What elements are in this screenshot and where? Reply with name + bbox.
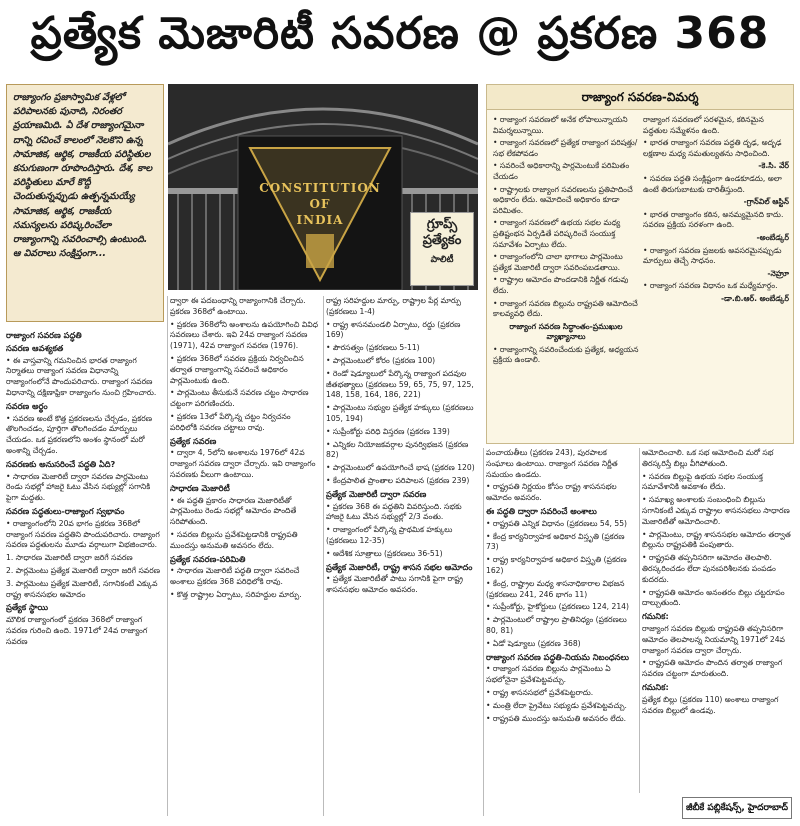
body-paragraph: రాష్ట్ర సరిహద్దుల మార్పు, రాష్ట్రాల పేర్ల మార్పు (ప్రకరణలు 1-4) <box>326 296 461 316</box>
sidebar-para: • రాష్ట్రాలకు రాజ్యాంగ సవరణలను ప్రతిపాదించే అధికారం లేదు. ఆమోదించే అధికారం కూడా పరిమితం. <box>493 184 633 215</box>
body-paragraph: • ఆదేశిక సూత్రాలు (ప్రకరణలు 36-51) <box>326 548 443 558</box>
body-paragraph: • సుప్రీంకోర్టు పరిధి విస్తరణ (ప్రకరణ 139) <box>326 426 450 436</box>
body-paragraph: • పార్లమెంటులో రాష్ట్రాల ప్రాతినిధ్యం (ప్రకరణలు 80, 81) <box>486 615 627 635</box>
book-title-line2: OF <box>309 197 331 211</box>
section-heading: ప్రత్యేక స్థాయి <box>6 602 48 613</box>
section-heading: గమనిక: <box>642 681 669 692</box>
body-paragraph: • ఈ వాస్తవాన్ని గమనించిన భారత రాజ్యాంగ నిర్మాతలు రాజ్యాంగ సవరణ విధానాన్ని రాజ్యాంగంలోనే పొందుపరిచారు. రాజ్యాంగ సవరణ విధానాన్ని దక్షిణాఫ్రికా రాజ్యాంగం నుంచి గ్రహించారు. <box>6 355 157 397</box>
body-paragraph: • రాష్ట్రపతి ఎన్నిక విధానం (ప్రకరణలు 54, 55) <box>486 518 628 528</box>
section-heading: సవరణ అర్థం <box>6 400 48 411</box>
sidebar-subhead: రాజ్యాంగ సవరణ సిద్ధాంతం-ప్రముఖుల వ్యాఖ్యానాలు <box>509 321 623 342</box>
section-heading: ప్రత్యేక సవరణ-పరిమితి <box>170 553 246 564</box>
sidebar-para: • సవరణ పద్ధతి సంక్లిష్టంగా ఉండకూడదు, అలా ఉంటే తిరుగుబాటుకు దారితీస్తుంది. <box>643 173 782 194</box>
body-paragraph: • రాజ్యాంగ సవరణ బిల్లును పార్లమెంటు ఏ సభలోనైనా ప్రవేశపెట్టవచ్చు. <box>486 664 611 685</box>
section-heading: సాధారణ మెజారిటీ <box>170 482 230 493</box>
constitution-photo <box>168 84 478 290</box>
body-paragraph: • ప్రకరణ 13లో పేర్కొన్న చట్టం నిర్వచనం పరిధిలోకి సవరణ చట్టాలు రావు. <box>170 411 291 432</box>
section-heading: ఈ పద్ధతి ద్వారా సవరించే అంశాలు <box>486 505 597 516</box>
badge-line1: గ్రూప్స్ <box>426 217 458 232</box>
body-paragraph: • రెండో షెడ్యూలులో పేర్కొన్న రాజ్యాంగ పదవుల జీతభత్యాలు (ప్రకరణలు 59, 65, 75, 97, 125, 148, 158, 164, 186, 221) <box>326 368 474 400</box>
body-paragraph: • రాష్ట్ర శాసనసభలో ప్రవేశపెట్టరాదు. <box>486 687 594 697</box>
body-paragraph: • రాజ్యాంగంలోని 20వ భాగం ప్రకరణ 368లో రాజ్యాంగ సవరణ పద్ధతిని పొందుపరిచారు. రాజ్యాంగ సవరణ పద్ధతులను మూడు వర్గాలుగా విభజించారు. <box>6 518 160 550</box>
page-headline: ప్రత్యేక మెజారిటీ సవరణ @ ప్రకరణ 368 <box>30 8 770 59</box>
body-paragraph: • సాధారణ మెజారిటీ పద్ధతి ద్వారా సవరించే అంశాలు ప్రకరణ 368 పరిధిలోకి రావు. <box>170 566 300 587</box>
section-heading: సవరణ పద్ధతులు-రాజ్యాంగ స్వభావం <box>6 505 125 516</box>
body-paragraph: • ప్రకరణ 368లోని అంశాలను ఉపయోగించి వివిధ సవరణలు చేశారు. ఇవి 24వ రాజ్యాంగ సవరణ (1971), 42వ రాజ్యాంగ సవరణ (1976). <box>170 319 319 351</box>
body-paragraph: • సాధారణ మెజారిటీ ద్వారా సవరణ పార్లమెంటు రెండు సభల్లో హాజరై ఓటు వేసిన సభ్యుల్లో సగానికి పైగా మద్దతు. <box>6 471 151 503</box>
body-paragraph: • సవరణ బిల్లును ప్రవేశపెట్టడానికి రాష్ట్రపతి ముందస్తు అనుమతి అవసరం లేదు. <box>170 529 298 550</box>
section-heading: ప్రత్యేక సవరణ <box>170 435 217 446</box>
body-paragraph: • కేంద్ర కార్యనిర్వాహక అధికార విస్తృతి (ప్రకరణ 73) <box>486 531 625 552</box>
body-paragraph: • రాష్ట్రపతి తప్పనిసరిగా ఆమోదం తెలపాలి. తిరస్కరించడం లేదా పునఃపరిశీలనకు పంపడం కుదరదు. <box>642 553 776 584</box>
section-heading: ప్రత్యేక మెజారిటీ ద్వారా సవరణ <box>326 488 427 499</box>
book-title-line1: CONSTITUTION <box>259 181 381 195</box>
body-paragraph: 3. పార్లమెంటు ప్రత్యేక మెజారిటీ, సగానికంటే ఎక్కువ రాష్ట్ర శాసనసభల ఆమోదం <box>6 578 158 599</box>
body-paragraph: • ఏడో షెడ్యూలు (ప్రకరణ 368) <box>486 638 581 648</box>
body-paragraph: • ఎన్నికల నియోజకవర్గాల పునర్విభజన (ప్రకరణ 82) <box>326 439 469 460</box>
groups-special-badge <box>410 212 474 286</box>
body-paragraph: • పార్లమెంటులో కోరం (ప్రకరణ 100) <box>326 355 436 365</box>
badge-line3: పాలిటీ <box>430 255 454 265</box>
body-paragraph: • రాష్ట్రపతి ముందస్తు అనుమతి అవసరం లేదు. <box>486 713 627 723</box>
sidebar-para: • సవరించే అధికారాన్ని పార్లమెంటుకే పరిమితం చేయడం <box>493 161 630 181</box>
body-paragraph: • సమాఖ్య అంశాలకు సంబంధించి బిల్లును సగానికంటే ఎక్కువ రాష్ట్రాల శాసనసభలు సాధారణ మెజారిటీతో ఆమోదించాలి. <box>642 495 790 526</box>
sidebar-attribution: -నెహ్రూ <box>767 268 789 278</box>
book-title <box>240 180 400 228</box>
body-column-2 <box>170 296 320 818</box>
body-paragraph: • రాష్ట్ర కార్యనిర్వాహక అధికార విస్తృతి (ప్రకరణ 162) <box>486 555 627 575</box>
body-paragraph: • సుప్రీంకోర్టు, హైకోర్టులు (ప్రకరణలు 124, 214) <box>486 602 629 612</box>
book-title-line3: INDIA <box>296 213 344 227</box>
sidebar-para: • రాజ్యాంగంలోని చాలా భాగాలు పార్లమెంటు ప్రత్యేక మెజారిటీ ద్వారా సవరింపబడతాయి. <box>493 252 623 272</box>
body-column-4 <box>486 448 636 818</box>
body-column-1 <box>6 328 164 818</box>
body-paragraph: • ఈ పద్ధతి ప్రకారం సాధారణ మెజారిటీతో పార్లమెంటు రెండు సభల్లో ఆమోదం పొందితే సరిపోతుంది. <box>170 495 297 527</box>
body-paragraph: • రాష్ట్రపతి ఆమోదం అనంతరం బిల్లు చట్టరూపం దాల్చుతుంది. <box>642 587 785 608</box>
sidebar-para: • భారత రాజ్యాంగ సవరణ పద్ధతి దృఢ, అదృఢ లక్షణాల మధ్య సమతుల్యతను సాధించింది. <box>643 138 782 158</box>
sidebar-attribution: -అంబేడ్కర్ <box>756 232 789 242</box>
body-paragraph: ద్వారా ఈ పదబంధాన్ని రాజ్యాంగానికి చేర్చారు. ప్రకరణ 368లో ఉంటాయి. <box>170 296 306 316</box>
criticism-sidebar <box>486 84 794 444</box>
body-paragraph: 1. సాధారణ మెజారిటీ ద్వారా జరిగే సవరణ <box>6 553 133 563</box>
body-paragraph: • సవరణ అంటే కొత్త ప్రకరణలను చేర్చడం, ప్రకరణ తొలగించడం, పూర్తిగా తొలగించడం మార్పులు చేయడం. ఒక ప్రకరణలోని అంశం స్థానంలో మరో అంశాన్ని చేర్చడం. <box>6 413 153 455</box>
sidebar-para: • రాజ్యాంగ సవరణ విధానం ఒక మధ్యేమార్గం. <box>643 281 778 291</box>
body-paragraph: • మంత్రి లేదా ప్రైవేటు సభ్యుడు ప్రవేశపెట్టవచ్చు. <box>486 700 627 710</box>
body-paragraph: • పార్లమెంటు తీసుకునే సవరణ చట్టం సాధారణ చట్టంగా పరిగణించరు. <box>170 388 309 409</box>
body-paragraph: • ప్రత్యేక మెజారిటీతో పాటు సగానికి పైగా రాష్ట్ర శాసనసభల ఆమోదం అవసరం. <box>326 574 463 595</box>
body-paragraph: • పార్లమెంటు సభ్యుల ప్రత్యేక హక్కులు (ప్రకరణలు 105, 194) <box>326 403 474 423</box>
body-paragraph: • రాష్ట్రపతి నిర్ణయం కోసం రాష్ట్ర శాసనసభల ఆమోదం అవసరం. <box>486 482 617 503</box>
body-paragraph: • రాష్ట్ర శాసనమండలి ఏర్పాటు, రద్దు (ప్రకరణ 169) <box>326 319 461 340</box>
body-paragraph: • ద్వారా 4, 5లోని అంశాలను 1976లో 42వ రాజ్యాంగ సవరణ ద్వారా చేర్చారు. ఇవి రాజ్యాంగం సవరణకు వీలుగా ఉంటాయి. <box>170 448 316 479</box>
sidebar-para: • భారత రాజ్యాంగం కఠిన, అనమ్యమైనది కాదు. సవరణ ప్రక్రియ సరళంగా ఉంది. <box>643 209 784 230</box>
section-heading: సవరణ ఆవశ్యకత <box>6 342 64 353</box>
body-paragraph: 2. పార్లమెంటు ప్రత్యేక మెజారిటీ ద్వారా జరిగే సవరణ <box>6 565 160 575</box>
body-paragraph: • కొత్త రాష్ట్రాల ఏర్పాటు, సరిహద్దుల మార్పు. <box>170 589 302 599</box>
body-paragraph: • పౌరసత్వం (ప్రకరణలు 5-11) <box>326 343 420 353</box>
body-paragraph: రాజ్యాంగ సవరణ బిల్లుకు రాష్ట్రపతి తప్పనిసరిగా ఆమోదం తెలపాలన్న నియమాన్ని 1971లో 24వ రాజ్యాంగ సవరణ ద్వారా చేర్చారు. <box>642 623 785 655</box>
sidebar-attribution: -డా.బి.ఆర్. అంబేడ్కర్ <box>721 293 789 303</box>
body-paragraph: • రాష్ట్రపతి ఆమోదం పొందిన తర్వాత రాజ్యాంగ సవరణ చట్టంగా మారుతుంది. <box>642 658 783 679</box>
section-heading: రాజ్యాంగ సవరణ పద్ధతి <box>6 330 82 340</box>
body-paragraph: • కేంద్రపాలిత ప్రాంతాల పరిపాలన (ప్రకరణ 239) <box>326 475 470 485</box>
sidebar-attribution: -కె.సి. వేర్ <box>758 161 789 171</box>
body-paragraph: ప్రత్యేక బిల్లు (ప్రకరణ 110) అంశాలు రాజ్యాంగ సవరణ బిల్లులో ఉండవు. <box>642 694 779 715</box>
badge-line2: ప్రత్యేకం <box>422 233 462 248</box>
sidebar-col-2 <box>643 115 789 437</box>
section-heading: రాజ్యాంగ సవరణ పద్ధతి-నియమ నిబంధనలు <box>486 651 630 662</box>
sidebar-para: • రాజ్యాంగ సవరణలో ఉభయ సభల మధ్య ప్రతిష్టంభన ఏర్పడితే పరిష్కరించే సంయుక్త సమావేశం ఏర్పాటు లేదు. <box>493 218 621 249</box>
section-heading: గమనిక: <box>642 611 669 622</box>
body-paragraph: • పార్లమెంటు, రాష్ట్ర శాసనసభల ఆమోదం తర్వాత బిల్లును రాష్ట్రపతికి పంపుతారు. <box>642 529 791 550</box>
sidebar-para: • రాజ్యాంగ సవరణ ప్రజలకు అవసరమైనప్పుడు మార్పులు తెచ్చే సాధనం. <box>643 245 782 266</box>
body-paragraph: పంచాయతీలు (ప్రకరణ 243), పురపాలక సంఘాలు ఉంటాయి. రాజ్యాంగ సవరణ నిర్ణీత సమయం ఉండదు. <box>486 448 618 479</box>
body-paragraph: • కేంద్ర, రాష్ట్రాల మధ్య శాసనాధికారాల విభజన (ప్రకరణలు 241, 246 భాగం 11) <box>486 578 625 599</box>
sidebar-attribution: -గ్రాన్‌విల్ ఆస్టిన్ <box>743 197 789 207</box>
body-paragraph: ఆమోదించాలి. ఒక సభ ఆమోదించి మరో సభ తిరస్కరిస్తే బిల్లు వీగిపోతుంది. <box>642 448 774 468</box>
sidebar-title: రాజ్యాంగ సవరణ-విమర్శ <box>487 85 793 110</box>
sidebar-para: • రాజ్యాంగ సవరణ బిల్లును రాష్ట్రపతి ఆమోదించే కాలవ్యవధి లేదు. <box>493 298 638 319</box>
sidebar-para: • రాజ్యాంగాన్ని సవరించేందుకు ప్రత్యేక, అధ్యయన ప్రక్రియ ఉండాలి. <box>493 344 639 365</box>
body-paragraph: • సవరణ బిల్లుపై ఉభయ సభల సంయుక్త సమావేశానికి అవకాశం లేదు. <box>642 471 763 492</box>
section-heading: సవరణకు అనుసరించే పద్ధతి ఏది? <box>6 458 116 469</box>
body-paragraph: • రాజ్యాంగంలో పేర్కొన్న ప్రాథమిక హక్కులు (ప్రకరణలు 12-35) <box>326 525 453 545</box>
body-paragraph: • ప్రకరణ 368 ఈ పద్ధతిని వివరిస్తుంది. సభకు హాజరై ఓటు వేసిన సభ్యుల్లో 2/3 వంతు. <box>326 501 462 522</box>
publisher-credit: జీబీకే పబ్లికేషన్స్, హైదరాబాద్ <box>682 797 792 819</box>
body-paragraph: • పార్లమెంటులో ఉపయోగించే భాష (ప్రకరణ 120) <box>326 463 475 473</box>
intro-box: రాజ్యాంగం ప్రజాస్వామిక వేళ్లలో పరిపాలనకు పునాది, నిరంతర ప్రయాణమిది. ఏ దేశ రాజ్యాంగమైనా దాన్ని రచించే కాలంలో నెలకొని ఉన్న సామాజిక, ఆర్థిక, రాజకీయ పరిస్థితుల కనుగుణంగా రూపొందిస్తారు. దేశ, కాల పరిస్థితులు మారే కొద్దీ చెందుతున్నప్పుడు ఉత్పన్నమయ్యే సామాజిక, ఆర్థిక, రాజకీయ సమస్యలను పరిష్కరించేలా రాజ్యాంగాన్ని సవరించాల్సి ఉంటుంది. ఆ వివరాలు సంక్షిప్తంగా... <box>6 84 164 322</box>
body-paragraph: • ప్రకరణ 368లో సవరణ ప్రక్రియ నిర్వచించిన తర్వాత రాజ్యాంగాన్ని సవరించే అధికారం పార్లమెంటుకు ఉంది. <box>170 353 304 385</box>
body-column-3 <box>326 296 480 818</box>
section-heading: ప్రత్యేక మెజారిటీ, రాష్ట్ర శాసన సభల ఆమోదం <box>326 561 473 572</box>
sidebar-para: • రాజ్యాంగ సవరణలో అనేక లోపాలున్నాయని విమర్శలున్నాయి. <box>493 115 628 135</box>
sidebar-para: రాజ్యాంగ సవరణలో సరళమైన, కఠినమైన పద్ధతుల సమ్మేళనం ఉంది. <box>643 115 764 135</box>
sidebar-col-1 <box>493 115 639 437</box>
sidebar-para: • రాజ్యాంగ సవరణలో ప్రత్యేక రాజ్యాంగ పరిషత్తు/సభ లేకపోవడం <box>493 138 638 158</box>
sidebar-para: • రాష్ట్రాల ఆమోదం పొందడానికి నిర్ణీత గడువు లేదు. <box>493 275 629 295</box>
body-column-5 <box>642 448 794 793</box>
body-paragraph: మౌలిక రాజ్యాంగంలో ప్రకరణ 368లో రాజ్యాంగ సవరణ గురించి ఉంది. 1971లో 24వ రాజ్యాంగ సవరణ <box>6 615 148 646</box>
